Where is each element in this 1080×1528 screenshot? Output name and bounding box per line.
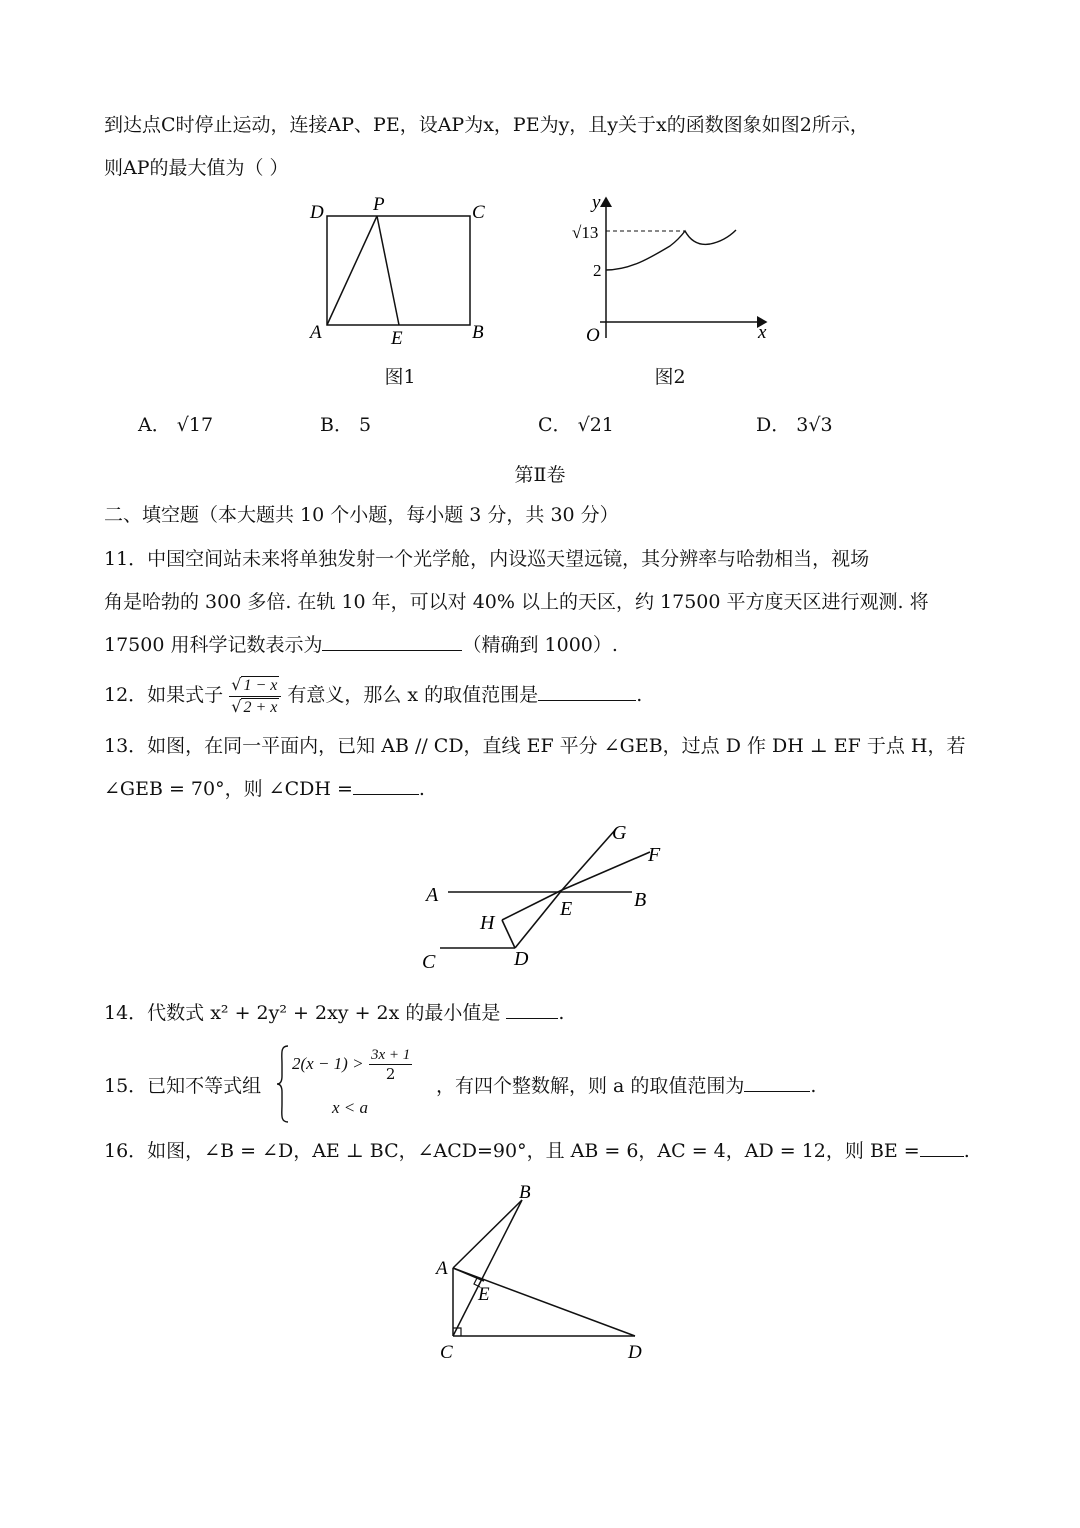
q16-label-B: B <box>519 1182 531 1203</box>
q12-a: 12．如果式子 <box>104 684 224 706</box>
q11-line3-b: （精确到 1000）. <box>462 634 618 656</box>
q11-line1: 11．中国空间站未来将单独发射一个光学舱，内设巡天望远镜，其分辨率与哈勃相当，视场 <box>104 548 870 570</box>
q13-label-A: A <box>426 884 439 906</box>
q13-label-G: G <box>612 822 627 844</box>
q15-a: 15．已知不等式组 <box>104 1075 262 1097</box>
q15-ineq1-num: 3x + 1 <box>370 1047 411 1063</box>
q13-label-H: H <box>480 912 495 934</box>
q12-num: 1 − x <box>243 676 278 694</box>
option-d[interactable] <box>756 410 833 437</box>
q16-label-A: A <box>436 1258 448 1279</box>
option-b[interactable] <box>320 410 371 437</box>
option-a[interactable] <box>138 410 213 437</box>
q13-figure <box>410 815 680 975</box>
fig2-label-sqrt13: √13 <box>572 223 599 242</box>
q16-b: . <box>963 1140 970 1162</box>
q16-line <box>104 1138 970 1164</box>
q12-den: 2 + x <box>243 698 278 716</box>
q12-end: . <box>636 684 643 706</box>
fig1-label-B: B <box>472 322 484 343</box>
fig2-caption: 图2 <box>654 366 686 388</box>
q11-line3-a: 17500 用科学记数表示为 <box>104 634 323 656</box>
q14-answer-blank[interactable] <box>506 1000 558 1019</box>
option-c-value: √21 <box>577 414 614 436</box>
q16-figure <box>430 1178 660 1363</box>
option-b-letter: B． <box>320 414 353 436</box>
figure-1-rectangle <box>300 192 500 352</box>
q10-line2: 则AP的最大值为（ ） <box>104 157 289 179</box>
option-c-letter: C． <box>538 414 572 436</box>
fig1-label-C: C <box>472 202 485 223</box>
fig2-label-2: 2 <box>593 261 602 280</box>
q11-answer-blank[interactable] <box>322 632 462 651</box>
q11-line3 <box>104 632 618 658</box>
q13-label-D: D <box>514 948 529 970</box>
fig1-caption: 图1 <box>384 366 416 388</box>
q13-label-B: B <box>634 889 647 911</box>
figure-2-graph <box>570 188 790 353</box>
fig2-label-O: O <box>586 325 600 346</box>
q14-a: 14．代数式 x² + 2y² + 2xy + 2x 的最小值是 <box>104 1002 501 1024</box>
q12-answer-blank[interactable] <box>538 682 636 701</box>
q13-line1: 13．如图，在同一平面内，已知 AB // CD，直线 EF 平分 ∠GEB，过点 D 作 DH ⊥ EF 于点 H，若 <box>104 735 966 757</box>
q15-answer-blank[interactable] <box>744 1073 810 1092</box>
fig2-label-y: y <box>592 192 601 213</box>
q16-label-C: C <box>440 1342 453 1363</box>
q12-b: 有意义，那么 x 的取值范围是 <box>287 684 539 706</box>
q11-line2: 角是哈勃的 300 多倍. 在轨 10 年，可以对 40% 以上的天区，约 17500 平方度天区进行观测. 将 <box>104 591 929 613</box>
q15-ineq1-left: 2(x − 1) > <box>292 1054 364 1073</box>
q15-c: . <box>810 1075 817 1097</box>
q13-label-F: F <box>648 844 661 866</box>
option-a-value: √17 <box>176 414 214 436</box>
fig2-label-x: x <box>758 322 767 343</box>
q16-answer-blank[interactable] <box>920 1138 964 1157</box>
q15-ineq1-den: 2 <box>385 1065 396 1083</box>
fig1-label-P: P <box>373 194 385 215</box>
q14-b: . <box>558 1002 565 1024</box>
q15-rest <box>436 1073 816 1099</box>
q12-line <box>104 672 642 718</box>
q12-fraction: $\frac{√ 1 - x}{√ 2 + x}$ <box>229 675 281 718</box>
option-c[interactable] <box>538 410 614 437</box>
q10-line1: 到达点C时停止运动，连接AP、PE，设AP为x，PE为y，且y关于x的函数图象如图2所示， <box>104 114 869 136</box>
q15-b: ，有四个整数解，则 a 的取值范围为 <box>436 1075 745 1097</box>
q15-ineq2: x < a <box>332 1098 369 1117</box>
q13-line2 <box>104 776 425 802</box>
option-d-value: 3√3 <box>796 414 833 436</box>
option-a-letter: A． <box>138 414 171 436</box>
q13-label-C: C <box>422 951 436 973</box>
fig1-label-A: A <box>310 322 322 343</box>
q13-answer-blank[interactable] <box>353 776 419 795</box>
q13-label-E: E <box>560 898 573 920</box>
q16-a: 16．如图，∠B = ∠D，AE ⊥ BC，∠ACD=90°，且 AB = 6，AC = 4，AD = 12，则 BE = <box>104 1140 920 1162</box>
q16-label-D: D <box>628 1342 642 1363</box>
option-d-letter: D． <box>756 414 791 436</box>
part2-heading: 二、填空题（本大题共 10 个小题，每小题 3 分，共 30 分） <box>104 504 619 526</box>
q15-brace <box>276 1044 290 1124</box>
fig1-label-E: E <box>391 328 403 349</box>
option-b-value: 5 <box>359 414 372 436</box>
q16-label-E: E <box>478 1284 490 1305</box>
fig1-label-D: D <box>310 202 324 223</box>
section-title: 第Ⅱ卷 <box>514 464 566 486</box>
q13-line2-a: ∠GEB = 70°，则 ∠CDH = <box>104 778 353 800</box>
q14-line <box>104 1000 564 1026</box>
q13-line2-b: . <box>418 778 425 800</box>
q15-system <box>276 1044 436 1124</box>
